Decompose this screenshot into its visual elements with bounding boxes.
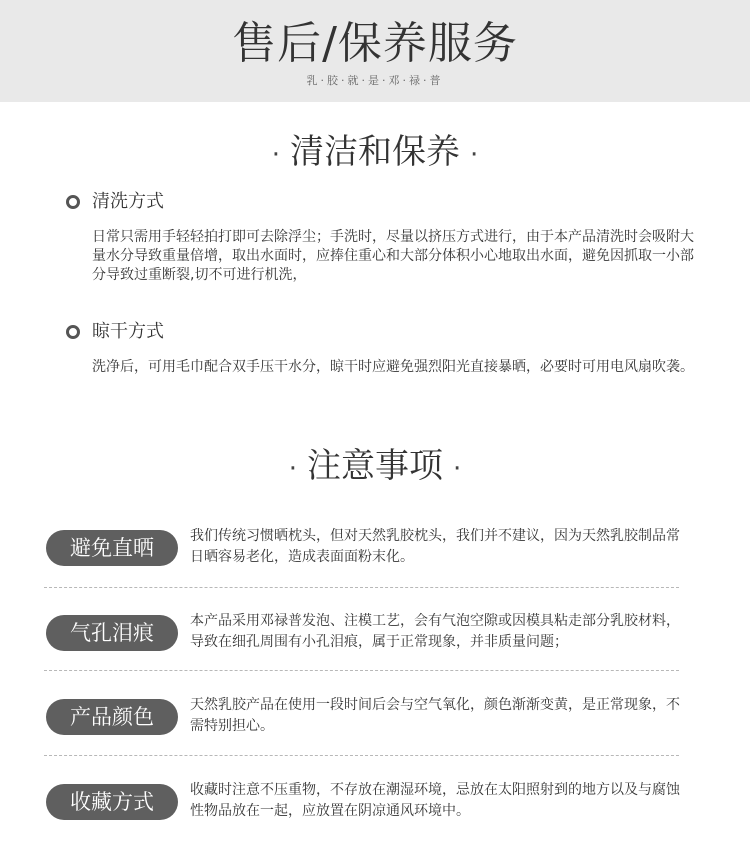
dashed-divider	[44, 670, 679, 671]
care-item-heading: 清洗方式	[92, 191, 164, 212]
care-item-heading: 晾干方式	[92, 321, 164, 342]
title-dot-right: ·	[453, 454, 462, 484]
care-item-drying	[66, 320, 706, 377]
page-header	[0, 0, 750, 102]
care-section-title	[0, 132, 750, 175]
notice-badge: 避免直晒	[46, 530, 178, 566]
notice-item-pores	[44, 611, 679, 691]
notice-item-storage	[44, 780, 679, 860]
notice-text: 收藏时注意不压重物，不存放在潮湿环境，忌放在太阳照射到的地方以及与腐蚀性物品放在一起，应放置在阴凉通风环境中。	[190, 782, 680, 819]
title-dot-right: ·	[470, 140, 479, 170]
care-item-text: 洗净后，可用毛巾配合双手压干水分，晾干时应避免强烈阳光直接暴晒，必要时可用电风扇吹袭。	[92, 359, 694, 375]
notice-item-sun	[44, 526, 679, 606]
title-dot-left: ·	[288, 454, 297, 484]
care-item-washing	[66, 190, 706, 285]
dashed-divider	[44, 755, 679, 756]
notice-text: 天然乳胶产品在使用一段时间后会与空气氧化，颜色渐渐变黄，是正常现象，不需特别担心。	[190, 697, 680, 734]
notice-text: 本产品采用邓禄普发泡、注模工艺，会有气泡空隙或因模具粘走部分乳胶材料，导致在细孔周围有小孔泪痕，属于正常现象，并非质量问题；	[190, 613, 680, 650]
notice-badge: 气孔泪痕	[46, 615, 178, 651]
notice-badge: 产品颜色	[46, 699, 178, 735]
care-section-title-text: 清洁和保养	[290, 132, 460, 172]
notice-section-title	[0, 446, 750, 489]
page-title: 售后/保养服务	[232, 18, 518, 69]
ring-bullet-icon	[66, 195, 80, 209]
care-item-text: 日常只需用手轻轻拍打即可去除浮尘；手洗时，尽量以挤压方式进行，由于本产品清洗时会吸附大量水分导致重量倍增，取出水面时，应捧住重心和大部分体积小心地取出水面，避免因抓取一小部分导致过重断裂,切不可进行机洗，	[92, 229, 694, 283]
title-dot-left: ·	[271, 140, 280, 170]
notice-badge: 收藏方式	[46, 784, 178, 820]
notice-item-color	[44, 695, 679, 775]
notice-text: 我们传统习惯晒枕头，但对天然乳胶枕头，我们并不建议，因为天然乳胶制品常日晒容易老化，造成表面面粉末化。	[190, 528, 680, 565]
dashed-divider	[44, 587, 679, 588]
notice-section-title-text: 注意事项	[307, 446, 443, 486]
ring-bullet-icon	[66, 325, 80, 339]
page-subtitle: 乳·胶·就·是·邓·禄·普	[306, 74, 444, 87]
